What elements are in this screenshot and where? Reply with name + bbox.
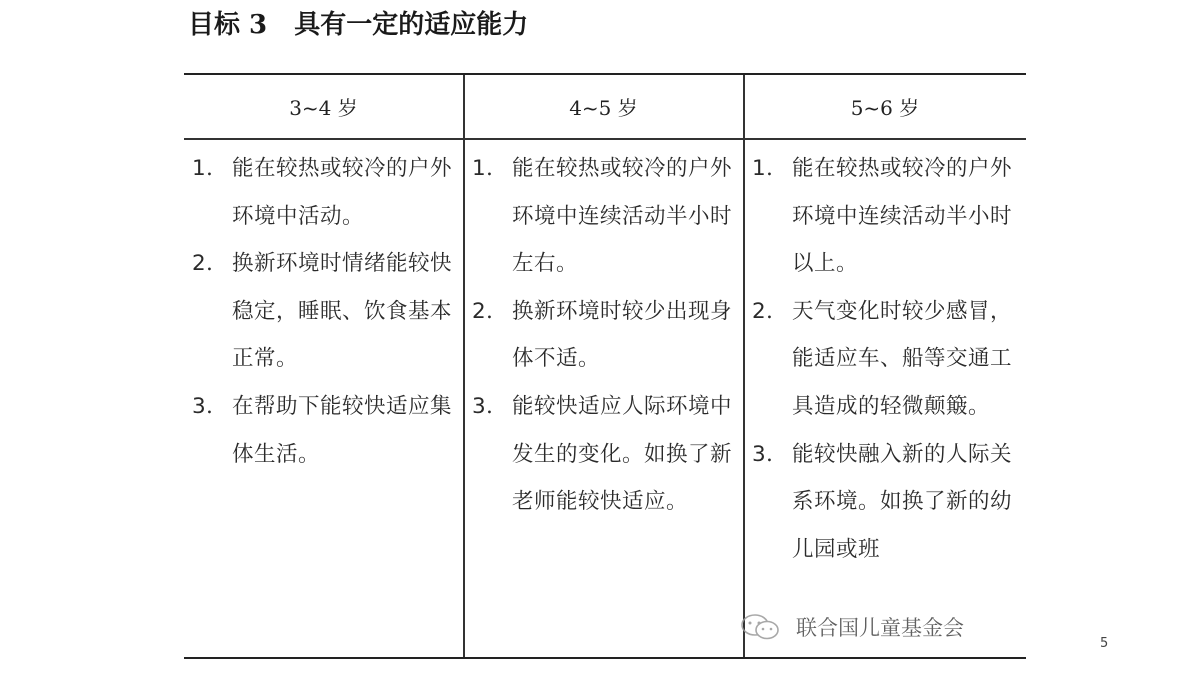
item-text: 能较快融入新的人际关系环境。如换了新的幼儿园或班 — [792, 441, 1013, 562]
adaptability-table — [184, 73, 1026, 659]
column-body-3-4 — [192, 145, 458, 478]
column-divider — [463, 75, 465, 657]
list-item — [752, 431, 1018, 574]
list-item — [472, 383, 738, 526]
item-text: 能在较热或较冷的户外环境中连续活动半小时左右。 — [512, 156, 733, 277]
list-item — [752, 288, 1018, 431]
item-number: 2． — [472, 298, 509, 324]
item-number: 3． — [192, 393, 229, 419]
item-number: 1． — [752, 156, 789, 181]
watermark-text: 联合国儿童基金会 — [796, 616, 964, 640]
wechat-icon — [740, 612, 782, 642]
item-text: 天气变化时较少感冒，能适应车、船等交通工具造成的轻微颠簸。 — [792, 298, 1013, 419]
list-item — [472, 145, 738, 288]
item-text: 换新环境时情绪能较快稳定，睡眠、饮食基本正常。 — [232, 251, 453, 372]
column-header-4-5: 4~5 岁 — [569, 96, 638, 120]
page-title: 目标 3 具有一定的适应能力 — [188, 10, 529, 40]
item-number: 3． — [472, 393, 509, 419]
item-text: 在帮助下能较快适应集体生活。 — [232, 393, 453, 467]
item-text: 能较快适应人际环境中发生的变化。如换了新老师能较快适应。 — [512, 393, 733, 515]
list-item — [192, 383, 458, 478]
column-body-5-6 — [752, 145, 1018, 573]
item-number: 2． — [192, 251, 229, 277]
list-item — [752, 145, 1018, 288]
item-text: 换新环境时较少出现身体不适。 — [512, 298, 733, 372]
item-number: 2． — [752, 298, 789, 324]
header-divider — [184, 138, 1026, 140]
column-header-5-6: 5~6 岁 — [850, 96, 920, 120]
column-divider — [743, 75, 745, 657]
item-text: 能在较热或较冷的户外环境中连续活动半小时以上。 — [792, 156, 1013, 277]
column-body-4-5 — [472, 145, 738, 526]
item-number: 3． — [752, 441, 789, 467]
column-header-3-4: 3~4 岁 — [289, 96, 358, 120]
item-text: 能在较热或较冷的户外环境中活动。 — [232, 156, 453, 229]
page-number: 5 — [1100, 636, 1109, 651]
item-number: 1． — [472, 156, 509, 181]
watermark — [740, 612, 964, 642]
item-number: 1． — [192, 156, 229, 181]
list-item — [192, 240, 458, 383]
list-item — [472, 288, 738, 383]
list-item — [192, 145, 458, 240]
